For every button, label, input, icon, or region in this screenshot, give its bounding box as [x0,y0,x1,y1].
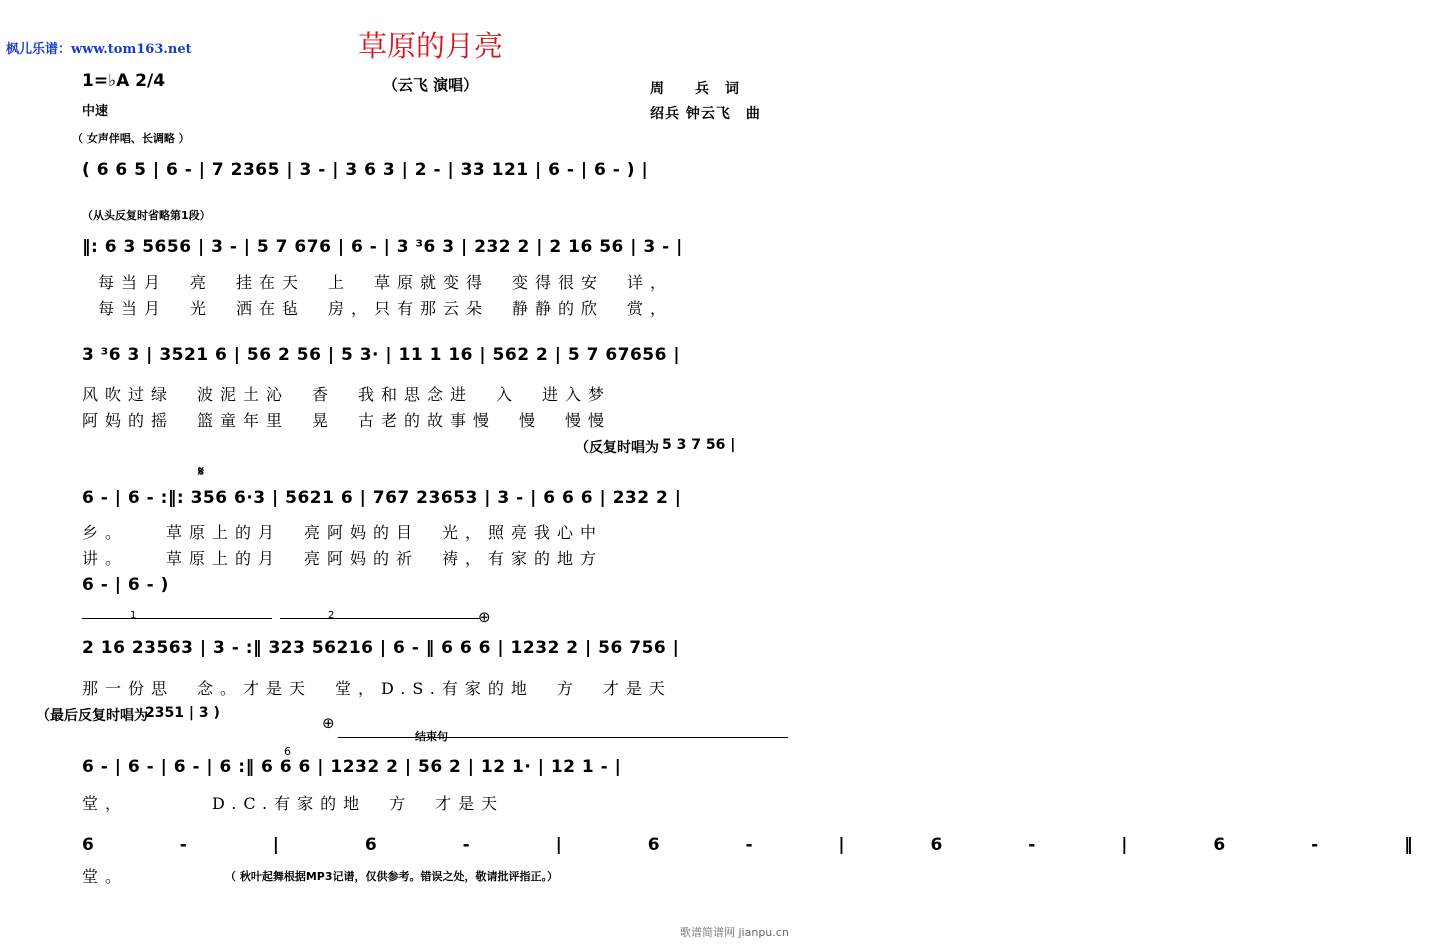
volta-1-bracket [82,618,272,619]
footer-note: （ 秋叶起舞根据MP3记谱，仅供参考。错误之处，敬请批评指正。） [225,870,558,883]
intro-note: （ 女声伴唱、长调略 ） [72,132,190,145]
music-line-4: 6 - | 6 - :‖: 356 6·3 | 5621 6 | 767 23653 | 3 - | 6 6 6 | 232 2 | [82,488,682,508]
music-line-4b: 6 - | 6 - ) [82,575,169,595]
site-footer: 歌谱简谱网 jianpu.cn [680,926,789,939]
volta-2-bracket [280,618,480,619]
lyricist-credit: 周 兵 词 [650,81,740,97]
tempo-marking: 中速 [82,104,109,119]
ending-label: 结束句 [415,730,448,743]
lyric-line-3a: 风吹过绿 波泥土沁 香 我和思念进 入 进入梦 [82,385,612,404]
lyric-line-5: 那一份思 念。才是天 堂，D.S.有家的地 方 才是天 [82,679,672,698]
coda-icon: ⊕ [478,608,491,626]
measure-rest-count: 6 [284,745,291,758]
ending-bracket [338,737,788,738]
key-signature: 1=♭A 2/4 [82,71,166,91]
coda-icon-ending: ⊕ [322,714,335,732]
lyric-line-4b: 讲。 草原上的月 亮阿妈的祈 祷，有家的地方 [82,549,604,568]
last-repeat-notes: 2351 | 3 ) [145,705,220,721]
lyric-line-2a: 每当月 亮 挂在天 上 草原就变得 变得很安 详， [98,273,674,292]
lyric-line-6: 堂， D.C.有家的地 方 才是天 [82,794,505,813]
repeat-alt-label: （反复时唱为 [575,440,659,456]
music-line-7: 6 - | 6 - | 6 - | 6 - | 6 - ‖ [82,835,1453,855]
volta-1-number: 1 [130,610,137,621]
music-line-2: ‖: 6 3 5656 | 3 - | 5 7 676 | 6 - | 3 ³6 3 | 232 2 | 2 16 56 | 3 - | [82,237,683,257]
music-line-1: ( 6 6 5 | 6 - | 7 2365 | 3 - | 3 6 3 | 2 - | 33 121 | 6 - | 6 - ) | [82,160,649,180]
repeat-skip-note: （从头反复时省略第1段） [82,209,211,222]
watermark: 枫儿乐谱：www.tom163.net [6,42,192,57]
segno-icon: 𝄋 [198,464,205,480]
music-line-3: 3 ³6 3 | 3521 6 | 56 2 56 | 5 3· | 11 1 16 | 562 2 | 5 7 67656 | [82,345,681,365]
volta-2-number: 2 [328,610,335,621]
last-repeat-label: （最后反复时唱为 [36,708,148,724]
composer-credit: 绍兵 钟云飞 曲 [650,106,761,122]
lyric-line-3b: 阿妈的摇 篮童年里 晃 古老的故事慢 慢 慢慢 [82,411,612,430]
music-line-6: 6 - | 6 - | 6 - | 6 :‖ 6 6 6 | 1232 2 | 56 2 | 12 1· | 12 1 - | [82,757,622,777]
lyric-line-2b: 每当月 光 洒在毡 房，只有那云朵 静静的欣 赏， [98,299,674,318]
music-line-5: 2 16 23563 | 3 - :‖ 323 56216 | 6 - ‖ 6 6 6 | 1232 2 | 56 756 | [82,638,680,658]
performer-subtitle: （云飞 演唱） [382,76,479,94]
repeat-alt-notes: 5 3 7 56 | [662,437,736,453]
lyric-line-7: 堂。 [82,867,129,886]
song-title: 草原的月亮 [357,29,503,63]
lyric-line-4a: 乡。 草原上的月 亮阿妈的目 光，照亮我心中 [82,523,604,542]
